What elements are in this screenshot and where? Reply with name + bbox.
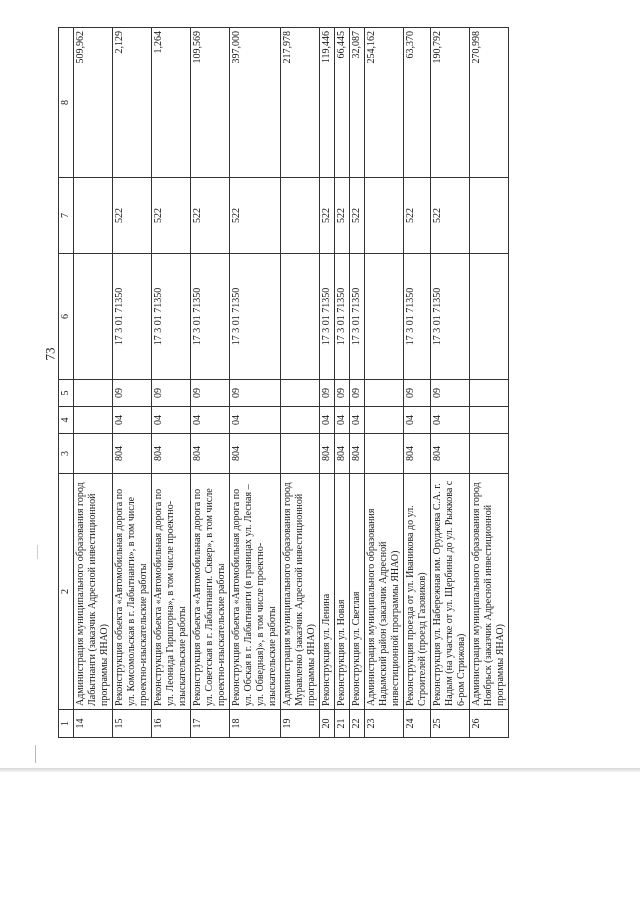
- cell-c7: 522: [230, 178, 281, 254]
- cell-c8: 109,569: [191, 28, 230, 178]
- cell-c6: 17 3 01 71350: [191, 254, 230, 380]
- table-row: [335, 28, 350, 738]
- table-row: [74, 28, 113, 738]
- row-description: Администрация муниципального образования город Муравленко (заказчик Адресной инвестиционной программы ЯНАО): [281, 474, 320, 710]
- cell-c6: [281, 254, 320, 380]
- row-number: 19: [281, 710, 320, 738]
- table-row: [230, 28, 281, 738]
- table-row: [152, 28, 191, 738]
- cell-c3: 804: [152, 434, 191, 474]
- row-description: Реконструкция объекта «Автомобильная дорога по ул. Леонида Гиршгорна», в том числе проектно-изыскательские работы: [152, 474, 191, 710]
- table-row: [365, 28, 404, 738]
- cell-c8: 509,962: [74, 28, 113, 178]
- col-header: 8: [59, 28, 74, 178]
- cell-c8: 254,162: [365, 28, 404, 178]
- header-row: [59, 28, 74, 738]
- cell-c8: 2,129: [113, 28, 152, 178]
- cell-c3: 804: [113, 434, 152, 474]
- cell-c7: 522: [350, 178, 365, 254]
- cell-c8: 32,087: [350, 28, 365, 178]
- cell-c5: 09: [113, 380, 152, 407]
- cell-c3: 804: [350, 434, 365, 474]
- cell-c4: 04: [404, 407, 431, 434]
- col-header: 3: [59, 434, 74, 474]
- cell-c5: 09: [350, 380, 365, 407]
- cell-c7: [74, 178, 113, 254]
- col-header: 7: [59, 178, 74, 254]
- row-description: Реконструкция ул. Светлая: [350, 474, 365, 710]
- table-row: [191, 28, 230, 738]
- cell-c5: 09: [230, 380, 281, 407]
- cell-c6: [74, 254, 113, 380]
- cell-c3: 804: [230, 434, 281, 474]
- row-number: 18: [230, 710, 281, 738]
- cell-c6: 17 3 01 71350: [431, 254, 470, 380]
- cell-c7: 522: [113, 178, 152, 254]
- cell-c5: 09: [191, 380, 230, 407]
- cell-c3: 804: [404, 434, 431, 474]
- cell-c4: 04: [431, 407, 470, 434]
- cell-c6: [365, 254, 404, 380]
- cell-c6: [470, 254, 509, 380]
- row-description: Реконструкция проезда от ул. Иваникова до ул. Строителей (проезд Газовиков): [404, 474, 431, 710]
- row-description: Реконструкция объекта «Автомобильная дорога по ул. Комсомольская в г. Лабытнанги», в том числе проектно-изыскательские работы: [113, 474, 152, 710]
- col-header: 1: [59, 710, 74, 738]
- cell-c6: 17 3 01 71350: [230, 254, 281, 380]
- row-number: 16: [152, 710, 191, 738]
- cell-c7: [281, 178, 320, 254]
- cell-c4: 04: [230, 407, 281, 434]
- cell-c4: [74, 407, 113, 434]
- cell-c5: 09: [320, 380, 335, 407]
- cell-c8: 63,370: [404, 28, 431, 178]
- cell-c5: 09: [152, 380, 191, 407]
- cell-c7: 522: [431, 178, 470, 254]
- row-description: Реконструкция объекта «Автомобильная дорога по ул. Обская в г. Лабытнанги (в границах ул. Лесная – ул. Обведная)», в том числе проектно-изыскательские работы: [230, 474, 281, 710]
- cell-c5: [74, 380, 113, 407]
- cell-c4: 04: [335, 407, 350, 434]
- rotated-table-wrapper: [58, 28, 509, 738]
- cell-c4: 04: [113, 407, 152, 434]
- row-number: 22: [350, 710, 365, 738]
- row-number: 26: [470, 710, 509, 738]
- table-row: [404, 28, 431, 738]
- table-row: [320, 28, 335, 738]
- col-header: 4: [59, 407, 74, 434]
- cell-c8: 270,998: [470, 28, 509, 178]
- row-number: 14: [74, 710, 113, 738]
- row-number: 20: [320, 710, 335, 738]
- cell-c4: [470, 407, 509, 434]
- cell-c7: 522: [152, 178, 191, 254]
- table-row: [113, 28, 152, 738]
- cell-c5: 09: [431, 380, 470, 407]
- cell-c4: [365, 407, 404, 434]
- cell-c3: 804: [431, 434, 470, 474]
- col-header: 5: [59, 380, 74, 407]
- col-header: 2: [59, 474, 74, 710]
- cell-c7: 522: [320, 178, 335, 254]
- cell-c6: 17 3 01 71350: [404, 254, 431, 380]
- cell-c8: 66,445: [335, 28, 350, 178]
- scan-edge: [0, 768, 640, 772]
- cell-c6: 17 3 01 71350: [113, 254, 152, 380]
- row-description: Администрация муниципального образования город Лабытнанги (заказчик Адресной инвестиционной программы ЯНАО): [74, 474, 113, 710]
- row-number: 23: [365, 710, 404, 738]
- cell-c4: 04: [350, 407, 365, 434]
- cell-c7: 522: [335, 178, 350, 254]
- cell-c3: 804: [191, 434, 230, 474]
- cell-c3: [470, 434, 509, 474]
- row-description: Реконструкция ул. Ленина: [320, 474, 335, 710]
- row-description: Администрация муниципального образования Надымский район (заказчик Адресной инвестиционной программы ЯНАО): [365, 474, 404, 710]
- cell-c6: 17 3 01 71350: [350, 254, 365, 380]
- row-description: Реконструкция ул. Набережная им. Оруджева С.А. г. Надым (на участке от ул. Щербины до ул. Рыжкова с 6-ром Стрижова): [431, 474, 470, 710]
- row-description: Реконструкция ул. Новая: [335, 474, 350, 710]
- cell-c4: 04: [320, 407, 335, 434]
- cell-c7: [470, 178, 509, 254]
- table-row: [470, 28, 509, 738]
- scan-mark: [35, 745, 40, 763]
- cell-c6: 17 3 01 71350: [152, 254, 191, 380]
- cell-c8: 1,264: [152, 28, 191, 178]
- cell-c3: [281, 434, 320, 474]
- cell-c3: 804: [320, 434, 335, 474]
- cell-c3: 804: [335, 434, 350, 474]
- budget-table: [58, 27, 509, 738]
- row-number: 21: [335, 710, 350, 738]
- scan-mark: [37, 545, 41, 559]
- row-description: Администрация муниципального образования город Ноябрьск (заказчик Адресной инвестиционной программы ЯНАО): [470, 474, 509, 710]
- row-number: 25: [431, 710, 470, 738]
- col-header: 6: [59, 254, 74, 380]
- table-row: [281, 28, 320, 738]
- cell-c8: 190,792: [431, 28, 470, 178]
- cell-c3: [74, 434, 113, 474]
- cell-c4: 04: [152, 407, 191, 434]
- cell-c6: 17 3 01 71350: [320, 254, 335, 380]
- table-row: [431, 28, 470, 738]
- cell-c8: 397,000: [230, 28, 281, 178]
- cell-c7: [365, 178, 404, 254]
- cell-c7: 522: [404, 178, 431, 254]
- cell-c5: [365, 380, 404, 407]
- cell-c6: 17 3 01 71350: [335, 254, 350, 380]
- cell-c5: 09: [404, 380, 431, 407]
- cell-c3: [365, 434, 404, 474]
- row-description: Реконструкция объекта «Автомобильная дорога по ул. Советская в г. Лабытнанги. Сквер», в том числе проектно-изыскательские работы: [191, 474, 230, 710]
- cell-c5: [281, 380, 320, 407]
- cell-c8: 119,446: [320, 28, 335, 178]
- page-number: 73: [42, 347, 58, 361]
- cell-c4: [281, 407, 320, 434]
- cell-c5: [470, 380, 509, 407]
- cell-c7: 522: [191, 178, 230, 254]
- table-row: [350, 28, 365, 738]
- row-number: 24: [404, 710, 431, 738]
- cell-c4: 04: [191, 407, 230, 434]
- row-number: 15: [113, 710, 152, 738]
- cell-c5: 09: [335, 380, 350, 407]
- cell-c8: 217,978: [281, 28, 320, 178]
- row-number: 17: [191, 710, 230, 738]
